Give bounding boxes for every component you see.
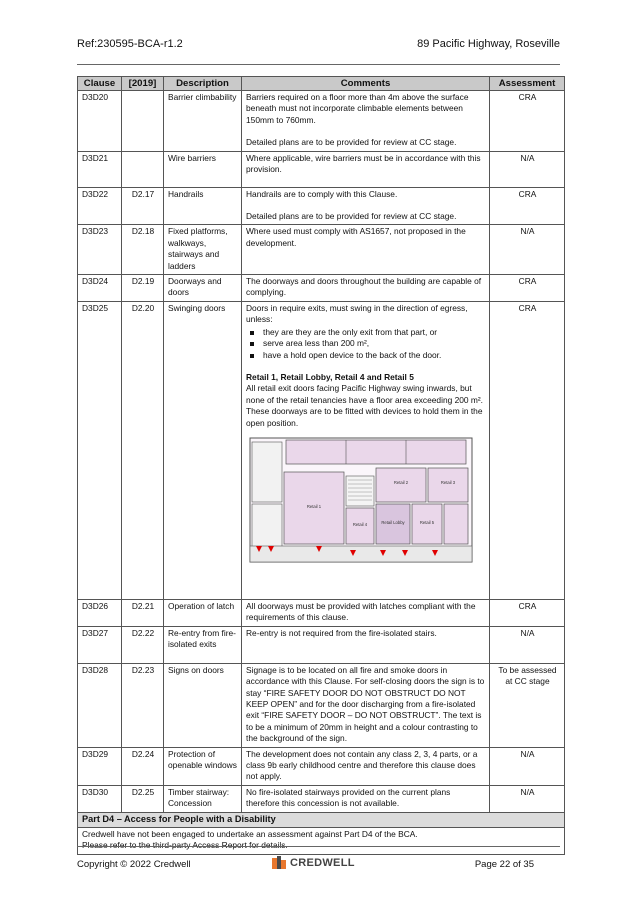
description-cell: Re-entry from fire-isolated exits — [164, 626, 242, 663]
section-heading-row — [78, 812, 565, 827]
comment-paragraph: No fire-isolated stairways provided on the current plans therefore this concession is not available. — [246, 786, 451, 809]
assessment-cell: CRA — [490, 91, 565, 152]
table-row — [78, 91, 565, 152]
description-cell: Doorways and doors — [164, 275, 242, 302]
code-2019-cell: D2.20 — [122, 301, 164, 599]
assessment-cell: CRA — [490, 301, 565, 599]
comments-cell — [242, 225, 490, 275]
code-2019-cell: D2.19 — [122, 275, 164, 302]
column-header-clause: Clause — [78, 77, 122, 91]
section-note-line: Please refer to the third-party Access Report for details. — [82, 840, 288, 851]
section-note-line: Credwell have not been engaged to undertake an assessment against Part D4 of the BCA. — [82, 828, 418, 839]
table-row — [78, 663, 565, 747]
column-header-comments: Comments — [242, 77, 490, 91]
assessment-cell: N/A — [490, 626, 565, 663]
comments-cell — [242, 747, 490, 785]
assessment-cell: N/A — [490, 151, 565, 187]
code-2019-cell — [122, 91, 164, 152]
code-2019-cell: D2.23 — [122, 663, 164, 747]
clause-cell: D3D29 — [78, 747, 122, 785]
description-cell: Protection of openable windows — [164, 747, 242, 785]
copyright-notice: Copyright © 2022 Credwell — [77, 859, 191, 870]
description-cell: Signs on doors — [164, 663, 242, 747]
credwell-logo-mark-icon — [272, 856, 286, 870]
list-item: serve area less than 200 m², — [250, 338, 486, 349]
description-cell: Barrier climbability — [164, 91, 242, 152]
section-note-row — [78, 827, 565, 854]
assessment-cell: To be assessed at CC stage — [490, 663, 565, 747]
comment-paragraph: Detailed plans are to be provided for review at CC stage. — [246, 211, 457, 222]
assessment-cell: CRA — [490, 275, 565, 302]
comments-cell — [242, 91, 490, 152]
assessment-cell: N/A — [490, 225, 565, 275]
site-address: 89 Pacific Highway, Roseville — [417, 38, 560, 50]
column-header-description: Description — [164, 77, 242, 91]
section-title: Part D4 – Access for People with a Disability — [78, 812, 565, 827]
comment-paragraph: Detailed plans are to be provided for review at CC stage. — [246, 137, 457, 148]
comments-cell — [242, 626, 490, 663]
clause-cell: D3D21 — [78, 151, 122, 187]
footer-divider — [77, 846, 560, 847]
comment-subheading: Retail 1, Retail Lobby, Retail 4 and Retail 5 — [246, 371, 414, 382]
description-cell: Handrails — [164, 187, 242, 225]
comment-paragraph: All doorways must be provided with latches compliant with the requirements of this clause. — [246, 600, 476, 623]
credwell-logo — [272, 855, 355, 871]
table-row — [78, 301, 565, 599]
code-2019-cell: D2.24 — [122, 747, 164, 785]
comment-paragraph: Where used must comply with AS1657, not proposed in the development. — [246, 226, 466, 248]
clause-cell: D3D22 — [78, 187, 122, 225]
comment-intro: Doors in require exits, must swing in the direction of egress, unless: — [246, 302, 468, 325]
comments-cell — [242, 301, 490, 599]
clause-cell: D3D28 — [78, 663, 122, 747]
comment-paragraph: Barriers required on a floor more than 4m above the surface beneath must not incorporate climbable elements between 150mm to 760mm. — [246, 92, 469, 125]
table-row — [78, 785, 565, 812]
table-row — [78, 275, 565, 302]
comments-cell — [242, 663, 490, 747]
code-2019-cell: D2.21 — [122, 599, 164, 626]
list-item: have a hold open device to the back of the door. — [250, 350, 486, 361]
room-label-retail-4: Retail 4 — [352, 521, 368, 527]
comments-cell — [242, 187, 490, 225]
assessment-cell: CRA — [490, 187, 565, 225]
compliance-table — [77, 76, 565, 855]
credwell-logo-text: CREDWELL — [290, 857, 355, 869]
clause-cell: D3D27 — [78, 626, 122, 663]
exception-list — [246, 327, 486, 361]
assessment-cell: N/A — [490, 785, 565, 812]
clause-cell: D3D20 — [78, 91, 122, 152]
comments-cell — [242, 785, 490, 812]
code-2019-cell: D2.17 — [122, 187, 164, 225]
comments-cell — [242, 275, 490, 302]
section-note — [78, 827, 565, 854]
column-header-assessment: Assessment — [490, 77, 565, 91]
comments-cell — [242, 599, 490, 626]
description-cell: Fixed platforms, walkways, stairways and ladders — [164, 225, 242, 275]
room-label-retail-2: Retail 2 — [393, 479, 409, 485]
room-label-retail-5: Retail 5 — [419, 519, 435, 525]
comment-paragraph: Re-entry is not required from the fire-isolated stairs. — [246, 627, 437, 638]
clause-cell: D3D26 — [78, 599, 122, 626]
room-label-retail-3: Retail 3 — [440, 479, 456, 485]
comment-paragraph: Signage is to be located on all fire and smoke doors in accordance with this Clause. For self-closing doors the sign is to stay “FIRE SAFETY DOOR DO NOT OBSTRUCT DO NOT KEEP OPEN” and for the door discharging from a fire-isolated exit “FIRE SAFETY DOOR – DO NOT OBSTRUCT”. The text is to be a minimum of 20mm in height and a colour contrasting to the background of the sign. — [246, 664, 485, 744]
document-reference: Ref:230595-BCA-r1.2 — [77, 38, 183, 50]
table-row — [78, 151, 565, 187]
comment-paragraph: All retail exit doors facing Pacific Highway swing inwards, but none of the retail tenancies have a floor area exceeding 200 m². These doorways are to be fitted with devices to hold them in the open position. — [246, 383, 483, 428]
comment-paragraph: The development does not contain any class 2, 3, 4 parts, or a class 9b early childhood centre and therefore this clause does not apply. — [246, 748, 478, 782]
table-row — [78, 599, 565, 626]
clause-cell: D3D23 — [78, 225, 122, 275]
table-row — [78, 747, 565, 785]
clause-cell: D3D24 — [78, 275, 122, 302]
column-header-2019: [2019] — [122, 77, 164, 91]
room-label-retail-1: Retail 1 — [306, 503, 322, 509]
code-2019-cell: D2.25 — [122, 785, 164, 812]
comment-paragraph: Handrails are to comply with this Clause. — [246, 188, 398, 199]
header-divider — [77, 64, 560, 65]
comments-cell — [242, 151, 490, 187]
code-2019-cell: D2.22 — [122, 626, 164, 663]
table-row — [78, 626, 565, 663]
floor-plan-image — [246, 432, 478, 574]
clause-cell: D3D25 — [78, 301, 122, 599]
table-row — [78, 225, 565, 275]
comment-paragraph: The doorways and doors throughout the building are capable of complying. — [246, 276, 482, 298]
description-cell: Operation of latch — [164, 599, 242, 626]
comment-paragraph: Where applicable, wire barriers must be in accordance with this provision. — [246, 152, 481, 175]
table-header-row — [78, 77, 565, 91]
assessment-cell: CRA — [490, 599, 565, 626]
page-number: Page 22 of 35 — [474, 859, 534, 870]
room-label-retail-lobby: Retail Lobby — [381, 519, 405, 525]
description-cell: Timber stairway: Concession — [164, 785, 242, 812]
description-cell: Wire barriers — [164, 151, 242, 187]
code-2019-cell: D2.18 — [122, 225, 164, 275]
clause-cell: D3D30 — [78, 785, 122, 812]
list-item: they are they are the only exit from that part, or — [250, 327, 486, 338]
table-row — [78, 187, 565, 225]
description-cell: Swinging doors — [164, 301, 242, 599]
code-2019-cell — [122, 151, 164, 187]
assessment-cell: N/A — [490, 747, 565, 785]
